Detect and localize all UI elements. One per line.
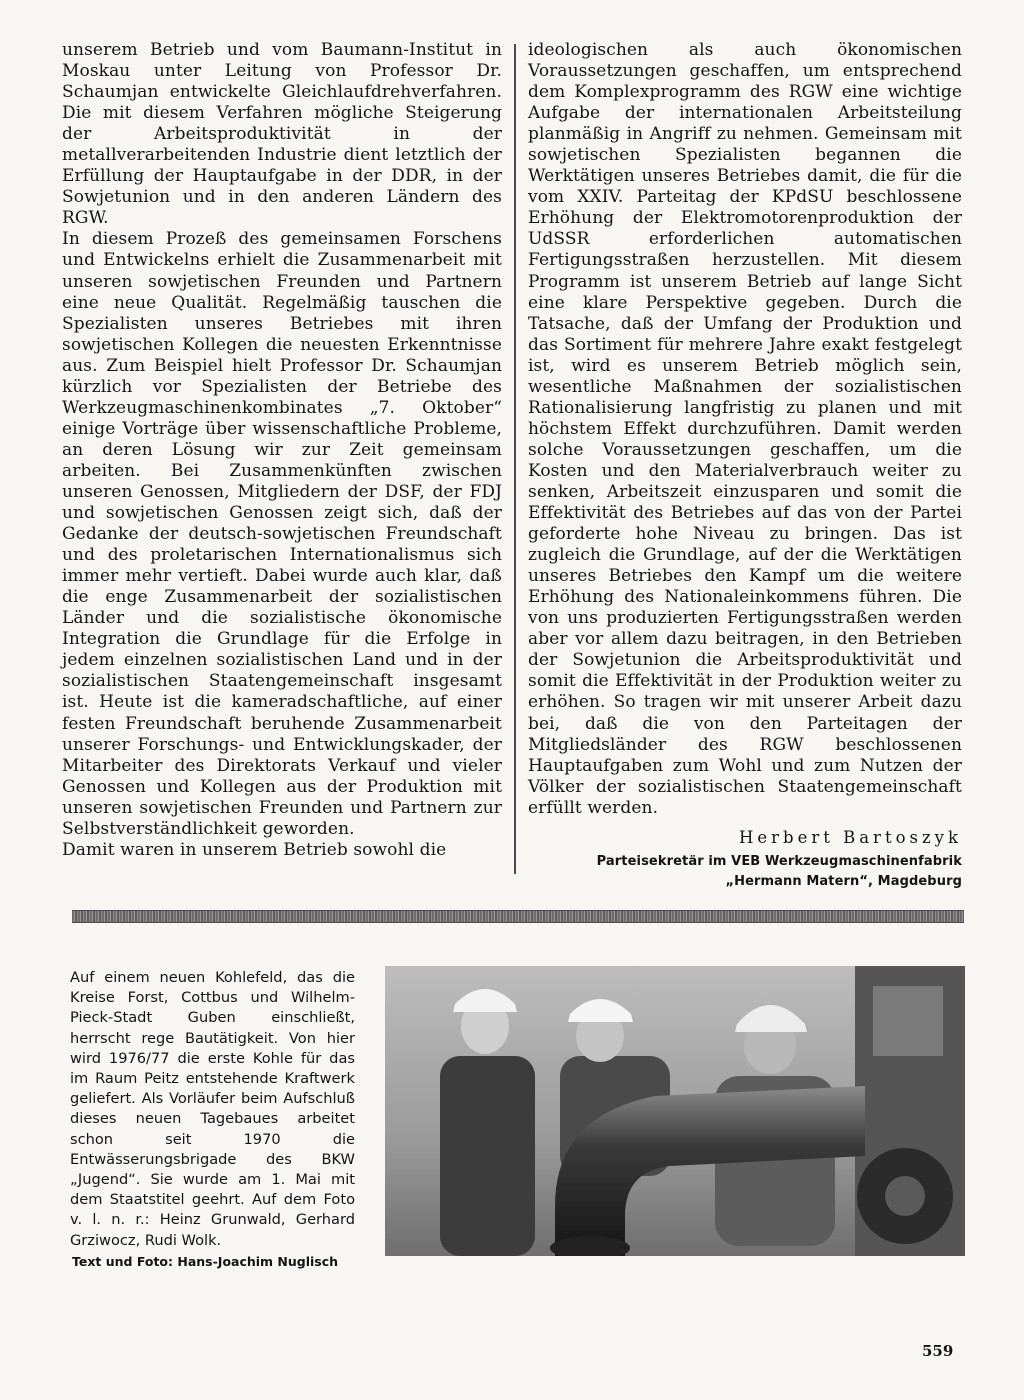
- author-role: [528, 852, 962, 892]
- article-paragraph: unserem Betrieb und vom Baumann-Institut in Moskau unter Leitung von Professor Dr. Schaumjan entwickelte Gleichlaufdrehverfahren. Die mit diesem Verfahren mögliche Steigerung der Arbeitsproduktivität in der metallverarbeitenden Industrie dient letztlich der Erfüllung der Hauptaufgabe in der DDR, in der Sowjetunion und in den anderen Ländern des RGW.: [62, 40, 502, 229]
- author-role-line: „Hermann Matern“, Magdeburg: [725, 873, 962, 889]
- section-divider: [72, 910, 964, 923]
- photo-illustration: [385, 966, 965, 1256]
- author-role-line: Parteisekretär im VEB Werkzeugmaschinenfabrik: [596, 853, 962, 869]
- author-name: Herbert Bartoszyk: [738, 827, 962, 847]
- page-number: 559: [922, 1342, 954, 1360]
- three-workers-with-pipe-photo: [385, 966, 965, 1256]
- article-column-right: [528, 40, 962, 892]
- article-column-left: [62, 40, 502, 861]
- column-divider: [514, 44, 516, 874]
- article-paragraph: Damit waren in unserem Betrieb sowohl die: [62, 839, 447, 860]
- article-paragraph: In diesem Prozeß des gemeinsamen Forschens und Entwickelns erhielt die Zusammenarbeit mit unseren sowjetischen Freunden und Partnern eine neue Qualität. Regelmäßig tauschen die Spezialisten unseres Betriebes mit ihren sowjetischen Kollegen die neuesten Erkenntnisse aus. Zum Beispiel hielt Professor Dr. Schaumjan kürzlich vor Spezialisten der Betriebe des Werkzeugmaschinenkombinates „7. Oktober“ einige Vorträge über wissenschaftliche Probleme, an deren Lösung wir zur Zeit gemeinsam arbeiten. Bei Zusammenkünften zwischen unseren Genossen, Mitgliedern der DSF, der FDJ und sowjetischen Genossen zeigt sich, daß der Gedanke der deutsch-sowjetischen Freundschaft und des proletarischen Internationalismus sich immer mehr vertieft. Dabei wurde auch klar, daß die enge Zusammenarbeit der sozialistischen Länder und die sozialistische ökonomische Integration die Grundlage für die Erfolge in jedem einzelnen sozialistischen Land und in der sozialistischen Staatengemeinschaft insgesamt ist. Heute ist die kameradschaftliche, auf einer festen Freundschaft beruhende Zusammenarbeit unserer Forschungs- und Entwicklungskader, der Mitarbeiter des Direktorats Verkauf und vieler Genossen und Kollegen aus der Produktion mit unseren sowjetischen Freunden und Partnern zur Selbstverständlichkeit geworden.: [62, 229, 502, 839]
- photo-caption: Auf einem neuen Kohlefeld, das die Kreise Forst, Cottbus und Wilhelm-Pieck-Stadt Guben einschließt, herrscht rege Bautätigkeit. Von hier wird 1976/77 die erste Kohle für das im Raum Peitz entstehende Kraftwerk geliefert. Als Vorläufer beim Aufschluß dieses neuen Tagebaues arbeitet schon seit 1970 die Entwässerungsbrigade des BKW „Jugend“. Sie wurde am 1. Mai mit dem Staatstitel geehrt. Auf dem Foto v. l. n. r.: Heinz Grunwald, Gerhard Grziwocz, Rudi Wolk.: [70, 969, 355, 1249]
- article-paragraph: ideologischen als auch ökonomischen Voraussetzungen geschaffen, um entsprechend dem Komplexprogramm des RGW eine wichtige Aufgabe der internationalen Arbeitsteilung planmäßig in Angriff zu nehmen. Gemeinsam mit sowjetischen Spezialisten begannen die Werktätigen unseres Betriebes damit, die für die vom XXIV. Parteitag der KPdSU beschlossene Erhöhung der Elektromotorenproduktion der UdSSR erforderlichen automatischen Fertigungsstraßen herzustellen. Mit diesem Programm ist unserem Betrieb auf lange Sicht eine klare Perspektive gegeben. Durch die Tatsache, daß der Umfang der Produktion und das Sortiment für mehrere Jahre exakt festgelegt ist, wird es unserem Betrieb möglich sein, wesentliche Maßnahmen der sozialistischen Rationalisierung langfristig zu planen und mit höchstem Effekt durchzuführen. Damit werden solche Voraussetzungen geschaffen, um die Kosten und den Materialverbrauch weiter zu senken, Arbeitszeit einzusparen und somit die Effektivität des Betriebes auf das von der Partei geforderte hohe Niveau zu bringen. Das ist zugleich die Grundlage, auf der die Werktätigen unseres Betriebes den Kampf um die weitere Erhöhung des Nationaleinkommens führen. Die von uns produzierten Fertigungsstraßen werden aber vor allem dazu beitragen, in den Betrieben der Sowjetunion die Arbeitsproduktivität und somit die Effektivität in der Produktion weiter zu erhöhen. So tragen wir mit unserer Arbeit dazu bei, daß die von den Parteitagen der Mitgliedsländer des RGW beschlossenen Hauptaufgaben zum Wohl und zum Nutzen der Völker der sozialistischen Staatengemeinschaft erfüllt werden.: [528, 40, 962, 818]
- photo-credit: Text und Foto: Hans-Joachim Nuglisch: [72, 1254, 339, 1269]
